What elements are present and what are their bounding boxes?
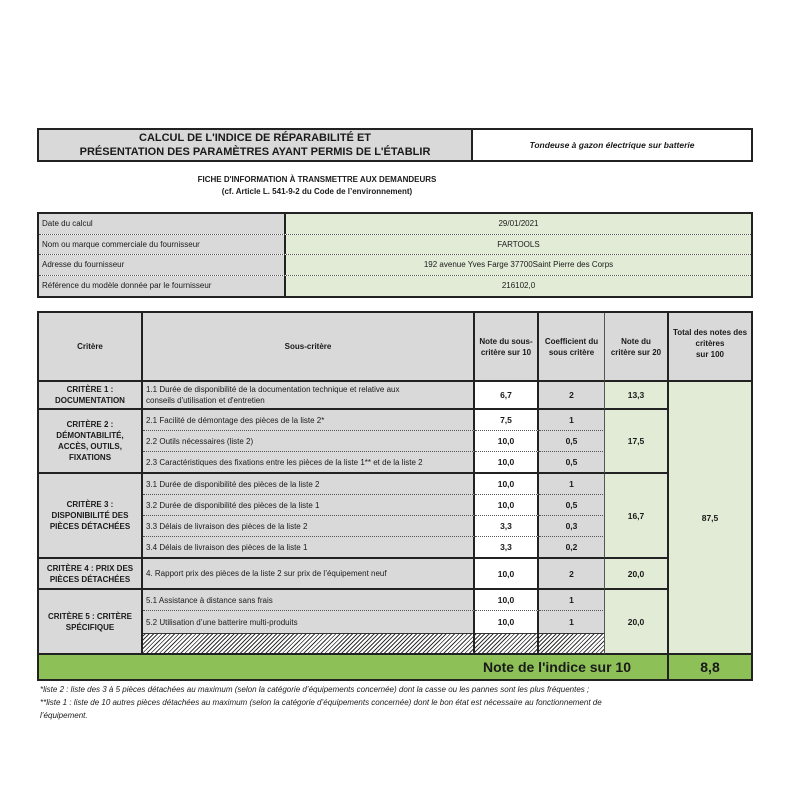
header-text: sous critère — [548, 347, 595, 357]
criterion-text: CRITÈRE 5 : CRITÈRE — [47, 611, 132, 621]
criterion-text: PIÈCES DÉTACHÉES — [49, 574, 131, 584]
info-label: Nom ou marque commerciale du fournisseur — [39, 235, 286, 255]
note-2-3: 10,0 — [475, 452, 539, 474]
title-line-2: PRÉSENTATION DES PARAMÈTRES AYANT PERMIS DE L'ÉTABLIR — [79, 146, 431, 158]
header-coefficient — [539, 313, 605, 382]
criterion-text: SPÉCIFIQUE — [65, 622, 115, 632]
coef-2-1: 1 — [539, 410, 605, 431]
subtitle — [37, 174, 597, 198]
coef-1-1: 2 — [539, 382, 605, 410]
info-row-date — [39, 214, 751, 235]
footnote-liste-1-cont: l’équipement. — [40, 711, 88, 720]
subcriterion-4: 4. Rapport prix des pièces de la liste 2 sur prix de l’équipement neuf — [143, 559, 475, 590]
info-value: 192 avenue Yves Farge 37700Saint Pierre des Corps — [286, 255, 751, 275]
info-value: 29/01/2021 — [286, 214, 751, 234]
final-index-score: 8,8 — [669, 655, 751, 679]
header-text: sur 100 — [695, 350, 725, 359]
final-index-label: Note de l'indice sur 10 — [39, 655, 669, 679]
criterion-text: CRITÈRE 3 : — [66, 500, 114, 509]
coef-3-1: 1 — [539, 474, 605, 495]
product-category: Tondeuse à gazon électrique sur batterie — [473, 130, 751, 160]
criterion-text: PIÈCES DÉTACHÉES — [49, 522, 131, 531]
coef-5-2: 1 — [539, 611, 605, 633]
note-3-4: 3,3 — [475, 537, 539, 559]
subcriterion-3-3: 3.3 Délais de livraison des pièces de la liste 2 — [143, 516, 475, 537]
note-5-2: 10,0 — [475, 611, 539, 633]
coef-3-4: 0,2 — [539, 537, 605, 559]
criterion-3-score: 16,7 — [605, 474, 669, 559]
note-3-2: 10,0 — [475, 495, 539, 516]
document-title — [39, 130, 473, 160]
subcriterion-2-2: 2.2 Outils nécessaires (liste 2) — [143, 431, 475, 452]
coef-5-1: 1 — [539, 590, 605, 611]
header-note-sous-critere — [475, 313, 539, 382]
header-text: Total des notes des — [672, 328, 748, 337]
header-text: critère sur 20 — [610, 347, 662, 357]
note-2-2: 10,0 — [475, 431, 539, 452]
criterion-3-name — [39, 474, 143, 559]
coef-4: 2 — [539, 559, 605, 590]
supplier-info-table — [37, 212, 753, 298]
subcriterion-5-1: 5.1 Assistance à distance sans frais — [143, 590, 475, 611]
hatched-empty-cell — [143, 633, 475, 655]
subcriterion-3-1: 3.1 Durée de disponibilité des pièces de la liste 2 — [143, 474, 475, 495]
subcriterion-2-3: 2.3 Caractéristiques des fixations entre les pièces de la liste 1** et de la liste 2 — [143, 452, 475, 474]
info-value: 216102,0 — [286, 276, 751, 297]
criterion-5-name — [39, 590, 143, 655]
subcriterion-1-1 — [143, 382, 475, 410]
criterion-text: CRITÈRE 4 : PRIX DES — [46, 563, 134, 573]
note-1-1: 6,7 — [475, 382, 539, 410]
header-text: Coefficient du — [544, 336, 599, 346]
header-text: Note du — [621, 336, 651, 346]
header-sous-critere: Sous-critère — [143, 313, 475, 382]
subcriterion-2-1: 2.1 Facilité de démontage des pièces de la liste 2* — [143, 410, 475, 431]
header-critere: Critère — [39, 313, 143, 382]
info-label: Adresse du fournisseur — [39, 255, 286, 275]
info-value: FARTOOLS — [286, 235, 751, 255]
subcriterion-5-2: 5.2 Utilisation d’une batterire multi-produits — [143, 611, 475, 633]
criterion-text: DISPONIBILITÉ DES — [51, 511, 129, 520]
criterion-1-score: 13,3 — [605, 382, 669, 410]
coef-3-2: 0,5 — [539, 495, 605, 516]
subtitle-line-2: (cf. Article L. 541-9-2 du Code de l’environnement) — [221, 187, 413, 196]
criterion-text: DÉMONTABILITÉ, — [56, 431, 124, 440]
total-score-100: 87,5 — [669, 382, 751, 655]
hatched-empty-cell — [475, 633, 539, 655]
criterion-text: CRITÈRE 2 : — [66, 420, 114, 429]
criterion-5-score: 20,0 — [605, 590, 669, 655]
info-row-address — [39, 255, 751, 276]
criterion-2-score: 17,5 — [605, 410, 669, 474]
title-line-1: CALCUL DE L'INDICE DE RÉPARABILITÉ ET — [139, 132, 371, 144]
header-text: critère sur 10 — [480, 347, 532, 357]
header-note-critere — [605, 313, 669, 382]
header-total — [669, 313, 751, 382]
info-row-supplier — [39, 235, 751, 256]
coef-3-3: 0,3 — [539, 516, 605, 537]
subcriterion-text: conseils d'utilisation et d'entretien — [146, 396, 265, 405]
criterion-4-score: 20,0 — [605, 559, 669, 590]
header-text: Note du sous- — [479, 336, 533, 346]
criterion-2-name — [39, 410, 143, 474]
footnotes — [40, 683, 740, 722]
criterion-text: DOCUMENTATION — [55, 396, 125, 405]
repairability-table — [37, 311, 753, 681]
note-4: 10,0 — [475, 559, 539, 590]
header-text: critères — [695, 339, 725, 348]
title-box — [37, 128, 753, 162]
criterion-text: ACCÈS, OUTILS, — [57, 442, 122, 451]
subcriterion-3-4: 3.4 Délais de livraison des pièces de la liste 1 — [143, 537, 475, 559]
footnote-liste-1: **liste 1 : liste de 10 autres pièces détachées au maximum (selon la catégorie d’équipements concernée) dont le bon état est nécessaire au fonctionnement de — [40, 698, 602, 707]
info-row-reference — [39, 276, 751, 297]
footnote-liste-2: *liste 2 : liste des 3 à 5 pièces détachées au maximum (selon la catégorie d’équipements concernée) dont la casse ou les pannes sont les plus fréquentes ; — [40, 685, 590, 694]
criterion-1-name — [39, 382, 143, 410]
coef-2-3: 0,5 — [539, 452, 605, 474]
note-3-1: 10,0 — [475, 474, 539, 495]
criterion-4-name — [39, 559, 143, 590]
subtitle-line-1: FICHE D'INFORMATION À TRANSMETTRE AUX DEMANDEURS — [197, 175, 437, 184]
criterion-text: FIXATIONS — [68, 453, 112, 462]
hatched-empty-cell — [539, 633, 605, 655]
note-3-3: 3,3 — [475, 516, 539, 537]
coef-2-2: 0,5 — [539, 431, 605, 452]
criterion-text: CRITÈRE 1 : — [66, 385, 114, 394]
note-2-1: 7,5 — [475, 410, 539, 431]
info-label: Date du calcul — [39, 214, 286, 234]
note-5-1: 10,0 — [475, 590, 539, 611]
subcriterion-text: 1.1 Durée de disponibilité de la documentation technique et relative aux — [146, 385, 400, 394]
info-label: Référence du modèle donnée par le fournisseur — [39, 276, 286, 297]
subcriterion-3-2: 3.2 Durée de disponibilité des pièces de la liste 1 — [143, 495, 475, 516]
